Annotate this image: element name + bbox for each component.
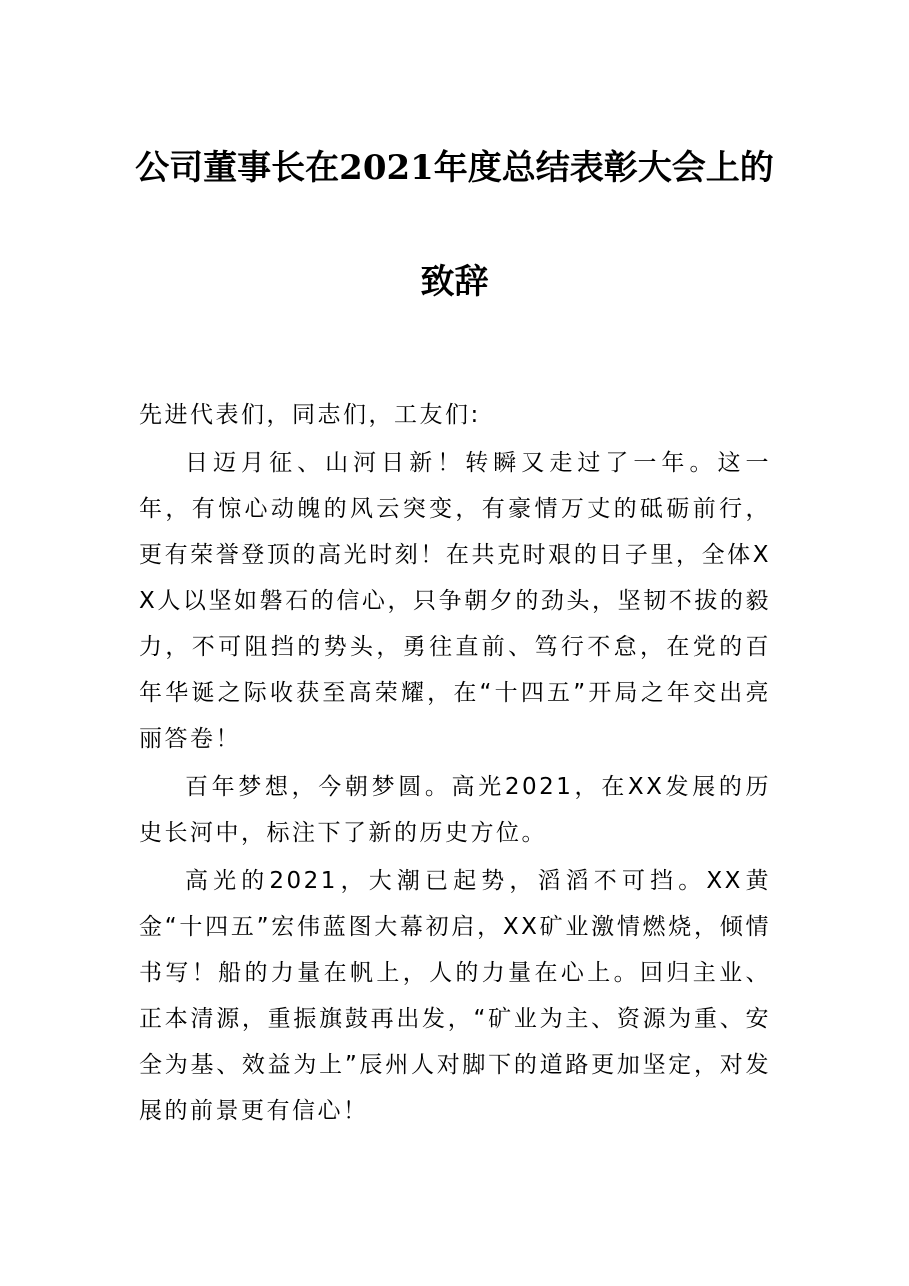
paragraph-2: 百年梦想，今朝梦圆。高光2021，在XX发展的历史长河中，标注下了新的历史方位。 [139, 774, 771, 846]
document-title-line-1: 公司董事长在2021年度总结表彰大会上的 [135, 148, 774, 188]
paragraph-3: 高光的2021，大潮已起势，滔滔不可挡。XX黄金“十四五”宏伟蓝图大幕初启，XX矿业激情燃烧，倾情书写！船的力量在帆上，人的力量在心上。回归主业、正本清源，重振旗鼓再出发，“矿业为主、资源为重、安全为基、效益为上”辰州人对脚下的道路更加坚定，对发展的前景更有信心！ [139, 868, 771, 1124]
document-body [139, 392, 771, 1134]
paragraph-1: 日迈月征、山河日新！转瞬又走过了一年。这一年，有惊心动魄的风云突变，有豪情万丈的砥砺前行，更有荣誉登顶的高光时刻！在共克时艰的日子里，全体XX人以坚如磐石的信心，只争朝夕的劲头，坚韧不拔的毅力，不可阻挡的势头，勇往直前、笃行不怠，在党的百年华诞之际收获至高荣耀，在“十四五”开局之年交出亮丽答卷！ [139, 450, 771, 752]
salutation: 先进代表们，同志们，工友们: [139, 402, 481, 428]
document-title-line-2: 致辞 [420, 262, 489, 302]
